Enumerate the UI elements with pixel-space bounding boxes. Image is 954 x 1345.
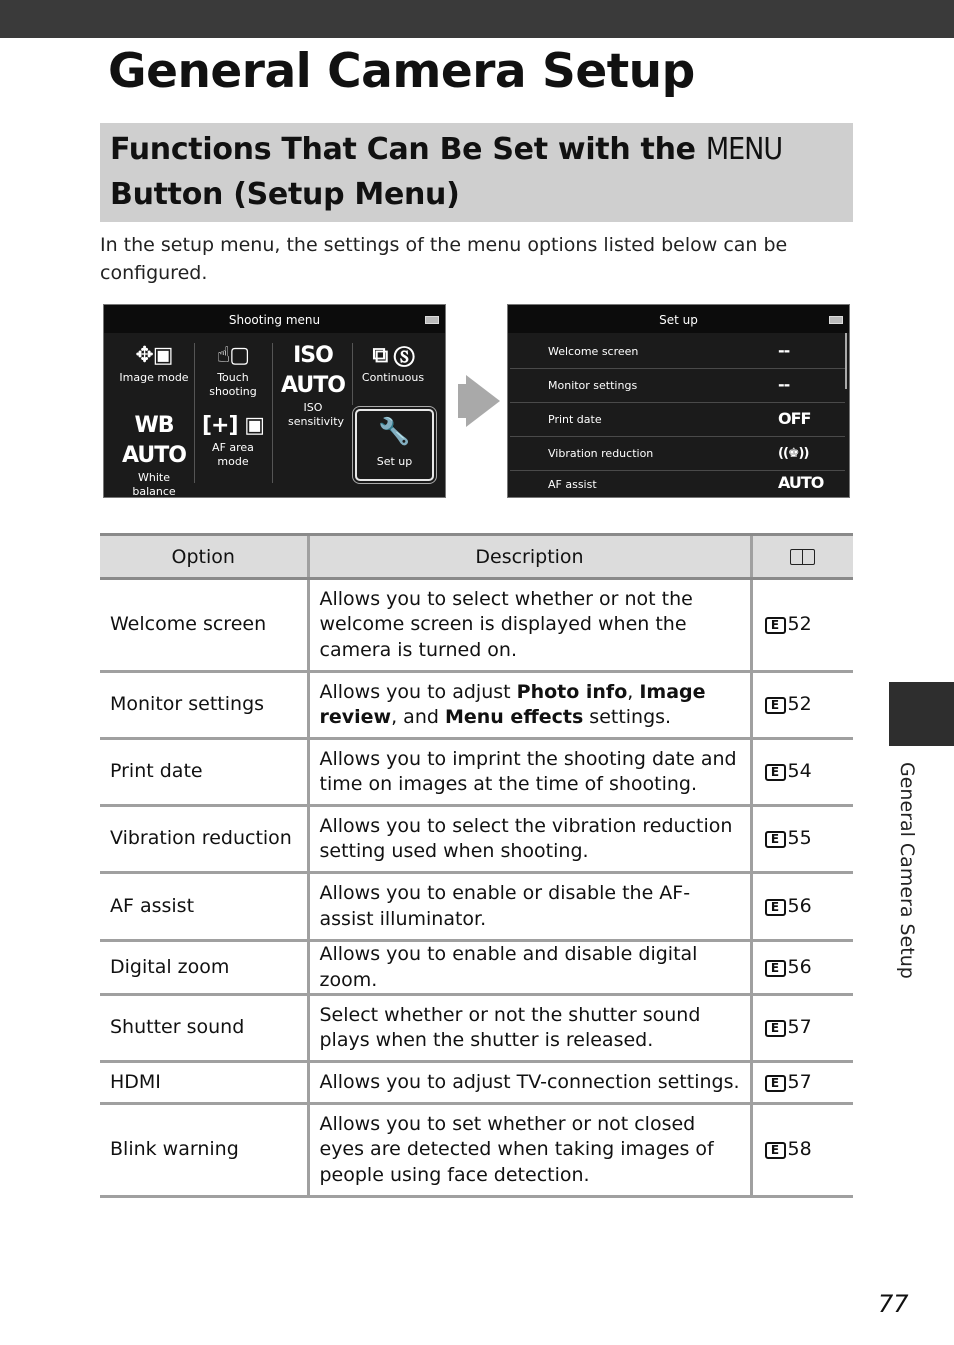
row-label: Print date: [548, 413, 602, 426]
description-cell: Allows you to select the vibration reduction setting used when shooting.: [308, 806, 751, 873]
page-ref: 57: [787, 1016, 812, 1039]
wrench-icon: 🔧: [378, 417, 411, 447]
setup-row-af-assist[interactable]: [510, 471, 845, 495]
options-table: [100, 533, 853, 1198]
header-option: Option: [100, 535, 308, 579]
reference-cell: [751, 1062, 853, 1104]
table-row: [100, 579, 853, 672]
reference-cell: [751, 806, 853, 873]
description-cell: Select whether or not the shutter sound plays when the shutter is released.: [308, 995, 751, 1062]
text: , and: [391, 706, 445, 728]
reference-cell: [751, 873, 853, 941]
battery-icon: [425, 316, 439, 324]
screen-header: [508, 305, 849, 333]
bold-term: Menu effects: [444, 706, 584, 728]
description-cell: Allows you to enable or disable the AF-assist illuminator.: [308, 873, 751, 941]
row-label: AF assist: [548, 478, 597, 491]
tile-label: Touch shooting: [209, 371, 257, 398]
image-mode-icon: ✥▣: [135, 343, 173, 368]
section-title-part1: Functions That Can Be Set with the: [110, 132, 706, 167]
scrollbar[interactable]: [845, 333, 847, 389]
table-row: [100, 672, 853, 739]
wb-auto-icon: WB AUTO: [122, 413, 186, 468]
table-row: [100, 873, 853, 941]
tile-label: Set up: [376, 455, 413, 468]
e-reference-icon: E: [765, 764, 786, 781]
book-icon: [790, 548, 816, 566]
tile-image-mode[interactable]: [116, 341, 192, 385]
row-label: Welcome screen: [548, 345, 639, 358]
arrow-head: [466, 375, 500, 427]
chapter-side-label: General Camera Setup: [896, 762, 918, 979]
setup-row-monitor-settings[interactable]: [510, 369, 845, 403]
text: Allows you to adjust: [319, 680, 517, 703]
tile-touch-shooting[interactable]: [194, 341, 272, 399]
reference-cell: [751, 672, 853, 739]
page-ref: 52: [787, 613, 812, 636]
option-cell: Shutter sound: [100, 995, 308, 1062]
af-area-icon: [+] ▣: [202, 413, 264, 438]
tile-label: Continuous: [361, 371, 425, 384]
tile-white-balance[interactable]: [116, 411, 192, 499]
reference-cell: [751, 739, 853, 806]
page-ref: 56: [787, 894, 812, 917]
reference-cell: [751, 1104, 853, 1197]
e-reference-icon: E: [765, 617, 786, 634]
tile-label: White balance: [132, 471, 176, 498]
section-title-part2: Button (Setup Menu): [110, 177, 460, 212]
touch-shooting-icon: ☝▢: [216, 343, 250, 368]
chapter-title: General Camera Setup: [108, 44, 695, 99]
setup-menu-screenshot: [507, 304, 850, 498]
tile-continuous[interactable]: [354, 341, 432, 385]
option-cell: Monitor settings: [100, 672, 308, 739]
table-row: [100, 1104, 853, 1197]
reference-cell: [751, 579, 853, 672]
row-label: Monitor settings: [548, 379, 638, 392]
description-cell: Allows you to enable and disable digital zoom.: [308, 941, 751, 995]
option-cell: Welcome screen: [100, 579, 308, 672]
option-cell: Blink warning: [100, 1104, 308, 1197]
row-value: OFF: [778, 409, 811, 428]
setup-row-print-date[interactable]: [510, 403, 845, 437]
divider: [352, 343, 353, 405]
description-cell: Allows you to adjust TV-connection settings.: [308, 1062, 751, 1104]
section-heading-box: [100, 123, 853, 222]
iso-auto-icon: ISO AUTO: [281, 343, 345, 398]
intro-text: In the setup menu, the settings of the menu options listed below can be configured.: [100, 234, 788, 284]
row-value: AUTO: [778, 473, 824, 492]
screen-header: [104, 305, 445, 333]
tile-set-up[interactable]: [355, 409, 434, 481]
page-ref: 54: [787, 760, 812, 783]
setup-row-vibration-reduction[interactable]: [510, 437, 845, 471]
header-description: Description: [308, 535, 751, 579]
e-reference-icon: E: [765, 1020, 786, 1037]
battery-icon: [829, 316, 843, 324]
shooting-menu-screenshot: [103, 304, 446, 498]
option-cell: Vibration reduction: [100, 806, 308, 873]
option-cell: Digital zoom: [100, 941, 308, 995]
tile-label: AF area mode: [212, 441, 254, 468]
text: ,: [627, 680, 640, 703]
option-cell: AF assist: [100, 873, 308, 941]
bold-term: Photo info: [516, 680, 628, 703]
reference-cell: [751, 941, 853, 995]
page-ref: 56: [787, 955, 812, 978]
tile-iso-sensitivity[interactable]: [274, 341, 352, 429]
screen-title: Set up: [659, 313, 698, 327]
tile-af-area-mode[interactable]: [194, 411, 272, 469]
table-row: [100, 1062, 853, 1104]
header-reference: [751, 535, 853, 579]
screen-title: Shooting menu: [228, 313, 321, 327]
description-cell: [308, 672, 751, 739]
description-cell: Allows you to select whether or not the welcome screen is displayed when the camera is turned on.: [308, 579, 751, 672]
e-reference-icon: E: [765, 960, 786, 977]
row-label: Vibration reduction: [548, 447, 654, 460]
page-ref: 57: [787, 1070, 812, 1093]
option-cell: Print date: [100, 739, 308, 806]
row-value: --: [778, 375, 790, 394]
chapter-side-tab: [889, 682, 954, 746]
reference-cell: [751, 995, 853, 1062]
row-value: --: [778, 341, 790, 360]
table-header-row: [100, 535, 853, 579]
page-number: 77: [878, 1290, 909, 1318]
e-reference-icon: E: [765, 1075, 786, 1092]
divider: [272, 343, 273, 483]
table-row: [100, 995, 853, 1062]
top-bar: [0, 0, 954, 38]
tile-label: ISO sensitivity: [288, 401, 345, 428]
tile-label: Image mode: [119, 371, 189, 384]
option-cell: HDMI: [100, 1062, 308, 1104]
page-ref: 55: [787, 827, 812, 850]
section-title: [110, 127, 843, 217]
vibration-reduction-icon: ((♚)): [778, 446, 809, 461]
description-cell: Allows you to imprint the shooting date and time on images at the time of shooting.: [308, 739, 751, 806]
bold-term: Image review: [319, 680, 706, 728]
table-row: [100, 941, 853, 995]
table-row: [100, 806, 853, 873]
e-reference-icon: E: [765, 899, 786, 916]
setup-row-welcome-screen[interactable]: [510, 335, 845, 369]
text: settings.: [583, 706, 672, 728]
table-row: [100, 739, 853, 806]
continuous-icon: ⧉ Ⓢ: [372, 343, 414, 368]
e-reference-icon: E: [765, 697, 786, 714]
menu-button-glyph: MENU: [705, 132, 783, 167]
e-reference-icon: E: [765, 831, 786, 848]
page-ref: 58: [787, 1138, 812, 1161]
e-reference-icon: E: [765, 1142, 786, 1159]
description-cell: Allows you to set whether or not closed eyes are detected when taking images of people using face detection.: [308, 1104, 751, 1197]
page-ref: 52: [787, 693, 812, 716]
